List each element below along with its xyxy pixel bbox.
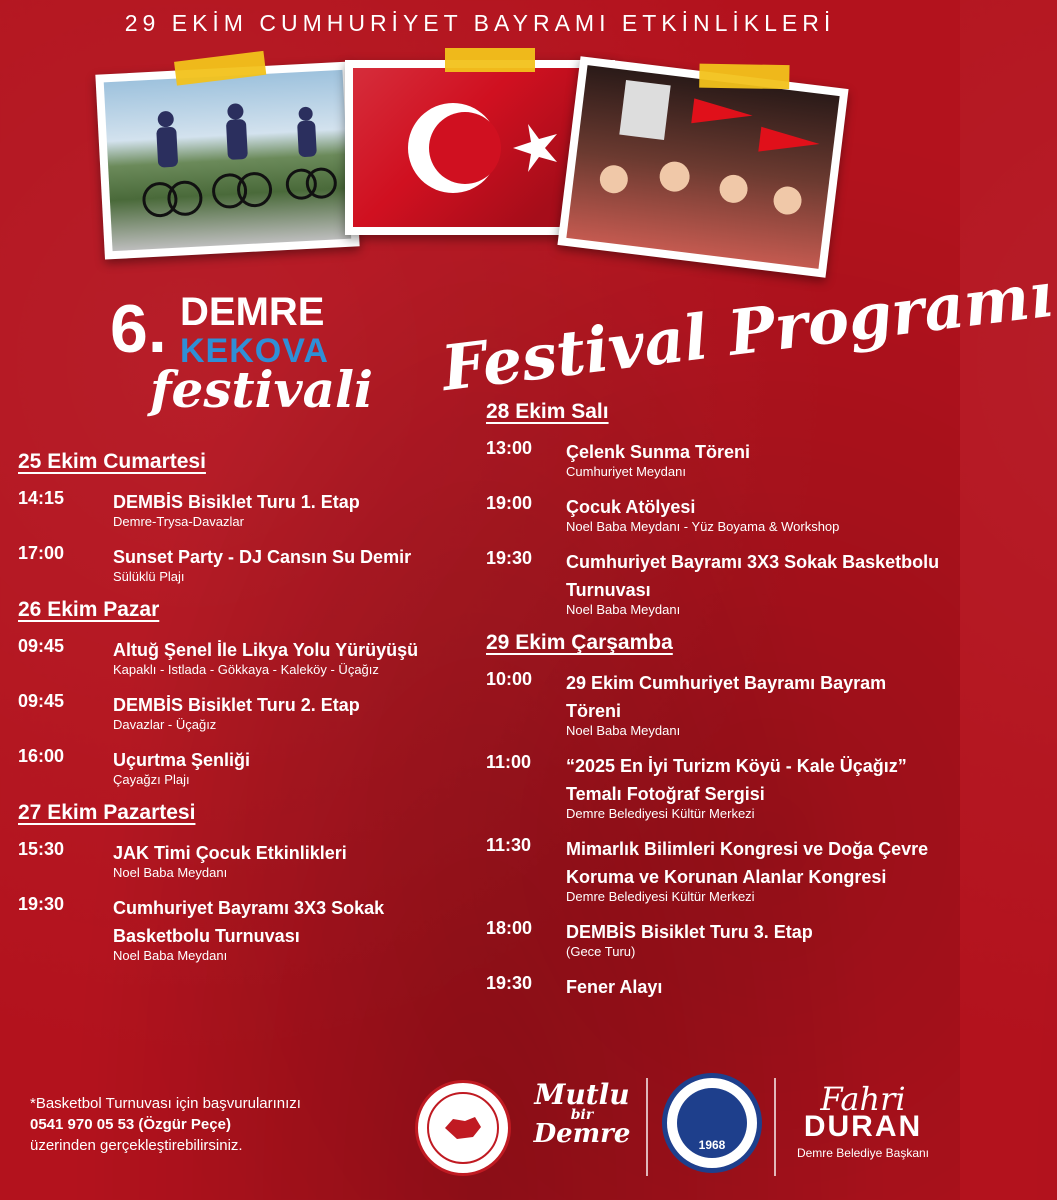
event-name: Çocuk Atölyesi — [566, 497, 696, 517]
event-location: Cumhuriyet Meydanı — [566, 464, 686, 479]
festival-program-title: Festival Programı — [437, 257, 1057, 406]
event-name: DEMBİS Bisiklet Turu 1. Etap — [113, 492, 360, 512]
event-time: 15:30 — [18, 839, 65, 859]
logo-number: 6. — [110, 291, 167, 367]
event-row — [18, 488, 458, 529]
event-location: Demre Belediyesi Kültür Merkezi — [566, 806, 755, 821]
event-time: 09:45 — [18, 636, 65, 656]
event-location: (Gece Turu) — [566, 944, 636, 959]
event-row — [18, 636, 458, 677]
event-row — [486, 493, 946, 534]
ataturk-crowd-photo — [557, 56, 848, 277]
event-row — [486, 835, 946, 904]
event-name: 29 Ekim Cumhuriyet Bayramı Bayram Töreni — [566, 673, 887, 721]
event-row — [486, 669, 946, 738]
event-location: Kapaklı - Istlada - Gökkaya - Kaleköy - Üçağız — [113, 662, 379, 677]
event-time: 16:00 — [18, 746, 65, 766]
event-time: 19:30 — [18, 894, 65, 914]
event-location: Noel Baba Meydanı — [566, 602, 681, 617]
festival-logo — [110, 280, 373, 430]
event-location: Davazlar - Üçağız — [113, 717, 217, 732]
event-name: Sunset Party - DJ Cansın Su Demir — [113, 547, 412, 567]
event-time: 11:30 — [486, 835, 532, 855]
schedule-right-column — [486, 400, 946, 1015]
note-line: üzerinden gerçekleştirebilirsiniz. — [30, 1137, 243, 1154]
event-location: Noel Baba Meydanı - Yüz Boyama & Workshop — [566, 519, 840, 534]
event-name: JAK Timi Çocuk Etkinlikleri — [113, 843, 347, 863]
event-name: Fener Alayı — [566, 977, 663, 997]
tape-decoration — [699, 64, 789, 90]
event-time: 09:45 — [18, 691, 65, 711]
event-name: Cumhuriyet Bayramı 3X3 Sokak Basketbolu Turnuvası — [566, 552, 940, 600]
day-heading: 26 Ekim Pazar — [18, 598, 160, 621]
event-name: Cumhuriyet Bayramı 3X3 Sokak Basketbolu Turnuvası — [113, 898, 385, 946]
event-time: 10:00 — [486, 669, 533, 689]
event-row — [486, 752, 946, 821]
event-row — [486, 918, 946, 959]
cyclists-photo — [95, 61, 359, 259]
event-name: DEMBİS Bisiklet Turu 3. Etap — [566, 922, 813, 942]
phone-number: 0541 970 05 53 (Özgür Peçe) — [30, 1116, 231, 1133]
logo-line1: DEMRE — [180, 290, 325, 334]
day-heading: 25 Ekim Cumartesi — [18, 450, 206, 473]
event-time: 11:00 — [486, 752, 532, 772]
event-time: 19:30 — [486, 548, 533, 568]
divider — [646, 1078, 648, 1176]
logo-line2: KEKOVA — [180, 332, 329, 370]
event-row — [486, 438, 946, 479]
event-location: Demre-Trysa-Davazlar — [113, 514, 244, 529]
event-row — [18, 839, 458, 880]
event-time: 19:00 — [486, 493, 533, 513]
schedule-left-column — [18, 450, 458, 977]
tape-decoration — [445, 48, 535, 72]
event-location: Noel Baba Meydanı — [113, 865, 228, 880]
basketball-registration-note — [30, 1093, 301, 1156]
event-location: Noel Baba Meydanı — [566, 723, 681, 738]
event-location: Sülüklü Plajı — [113, 569, 185, 584]
event-time: 14:15 — [18, 488, 65, 508]
event-time: 13:00 — [486, 438, 533, 458]
event-location: Noel Baba Meydanı — [113, 948, 228, 963]
event-row — [486, 548, 946, 617]
mayor-signature-block: Fahri DURAN Demre Belediye Başkanı — [796, 1080, 930, 1160]
event-time: 19:30 — [486, 973, 533, 993]
event-location: Demre Belediyesi Kültür Merkezi — [566, 889, 755, 904]
event-row — [486, 973, 946, 1001]
event-name: “2025 En İyi Turizm Köyü - Kale Üçağız” Temalı Fotoğraf Sergisi — [566, 756, 907, 804]
day-heading: 27 Ekim Pazartesi — [18, 801, 196, 824]
divider — [774, 1078, 776, 1176]
page-title: 29 EKİM CUMHURİYET BAYRAMI ETKİNLİKLERİ — [124, 10, 836, 36]
demre-belediyesi-logo: 1968 — [662, 1073, 762, 1173]
note-line: *Basketbol Turnuvası için başvurularınızı — [30, 1095, 301, 1112]
event-name: Uçurtma Şenliği — [113, 750, 251, 770]
event-location: Çayağzı Plajı — [113, 772, 190, 787]
event-time: 17:00 — [18, 543, 65, 563]
event-time: 18:00 — [486, 918, 533, 938]
kaymakamlik-seal-logo — [415, 1080, 511, 1176]
event-row — [18, 894, 458, 963]
event-name: Mimarlık Bilimleri Kongresi ve Doğa Çevre Koruma ve Korunan Alanlar Kongresi — [566, 839, 929, 887]
logo-line3: festivali — [150, 360, 373, 419]
day-heading: 28 Ekim Salı — [486, 400, 609, 423]
mutlu-bir-demre-logo: Mutlu bir Demre — [533, 1078, 631, 1149]
event-row — [18, 691, 458, 732]
event-row — [18, 543, 458, 584]
day-heading: 29 Ekim Çarşamba — [486, 631, 673, 654]
event-name: DEMBİS Bisiklet Turu 2. Etap — [113, 695, 360, 715]
event-name: Çelenk Sunma Töreni — [566, 442, 751, 462]
event-name: Altuğ Şenel İle Likya Yolu Yürüyüşü — [113, 640, 419, 660]
event-row — [18, 746, 458, 787]
